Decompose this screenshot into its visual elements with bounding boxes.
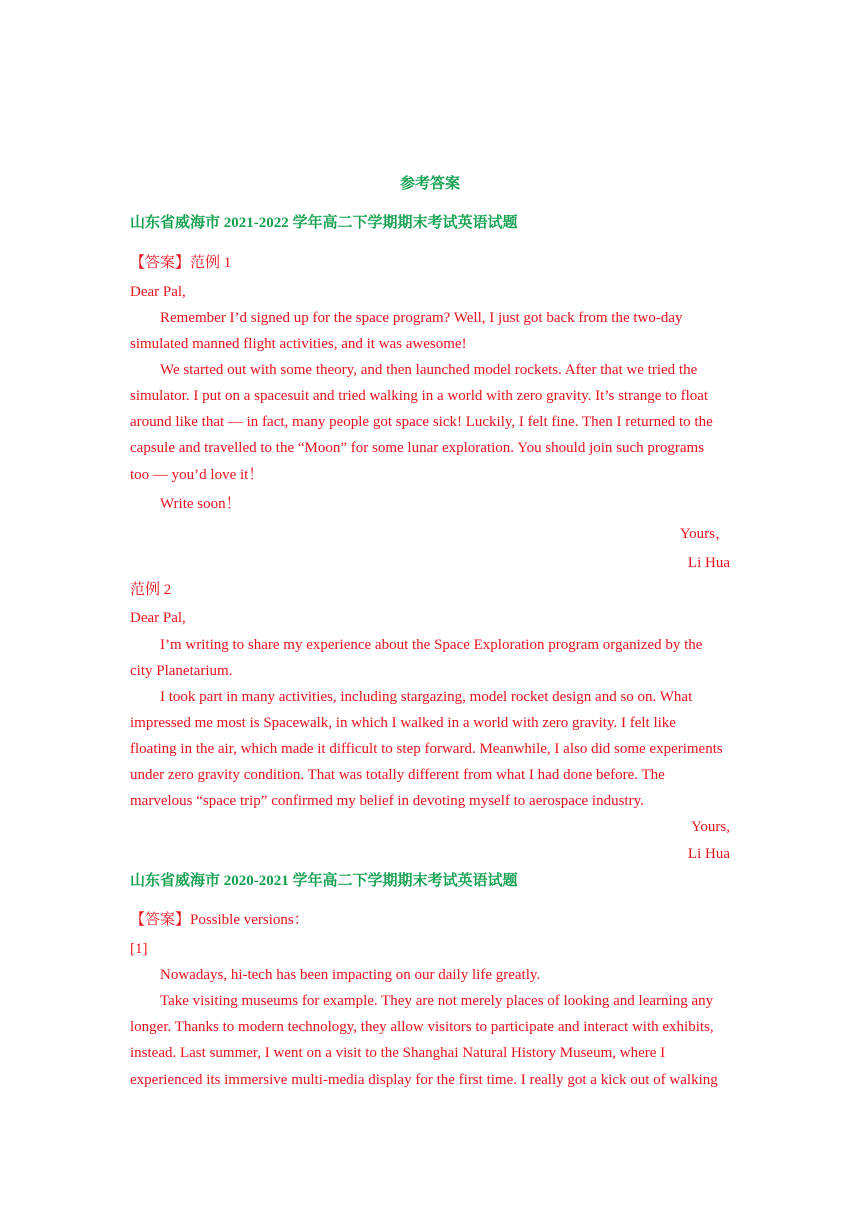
letter2-paragraph1-line2: city Planetarium.: [130, 663, 233, 679]
letter1-paragraph2-line3: around like that — in fact, many people got space sick! Luckily, I felt fine. Then I returned to the: [130, 414, 713, 430]
section-title-2020-2021: 山东省威海市 2020-2021 学年高二下学期期末考试英语试题: [130, 873, 518, 889]
letter2-closing: Yours,: [691, 819, 730, 835]
letter2-signature: Li Hua: [687, 846, 730, 862]
letter1-paragraph2-line1: We started out with some theory, and then launched model rockets. After that we tried the: [160, 362, 698, 378]
version1-paragraph1: Nowadays, hi-tech has been impacting on our daily life greatly.: [160, 967, 541, 983]
letter2-paragraph2-line5: marvelous “space trip” confirmed my belief in devoting myself to aerospace industry.: [130, 793, 644, 809]
letter2-salutation: Dear Pal,: [130, 610, 186, 626]
version1-paragraph2-line2: longer. Thanks to modern technology, they allow visitors to participate and interact with exhibits,: [130, 1019, 714, 1035]
letter2-paragraph2-line2: impressed me most is Spacewalk, in which I walked in a world with zero gravity. I felt like: [130, 715, 676, 731]
letter2-paragraph2-line3: floating in the air, which made it difficult to step forward. Meanwhile, I also did some experiments: [130, 741, 723, 757]
example-1-label: 范例 1: [190, 255, 232, 271]
letter1-paragraph2-line4: capsule and travelled to the “Moon” for some lunar exploration. You should join such programs: [130, 440, 705, 456]
letter1-paragraph1-line2: simulated manned flight activities, and it was awesome!: [130, 336, 467, 352]
letter1-paragraph2-line2: simulator. I put on a spacesuit and tried walking in a world with zero gravity. It’s strange to float: [130, 388, 709, 404]
version1-paragraph2-line4: experienced its immersive multi-media display for the first time. I really got a kick out of walking: [130, 1072, 718, 1088]
version-number: [1]: [130, 941, 148, 957]
answer-possible-versions: 【答案】Possible versions：: [130, 912, 309, 928]
version1-paragraph2-line3: instead. Last summer, I went on a visit to the Shanghai Natural History Museum, where I: [130, 1045, 666, 1061]
page-heading: 参考答案: [399, 176, 460, 192]
answer-example-1-label: [130, 253, 231, 273]
letter1-signature: Li Hua: [687, 555, 730, 571]
letter1-paragraph2-line5: too — you’d love it！: [130, 467, 264, 483]
section-title-2021-2022: 山东省威海市 2021-2022 学年高二下学期期末考试英语试题: [130, 215, 518, 231]
letter1-closing: Yours，: [679, 526, 730, 542]
letter1-salutation: Dear Pal,: [130, 284, 186, 300]
answer-tag: 【答案】: [130, 255, 191, 271]
letter1-paragraph1-line1: Remember I’d signed up for the space program? Well, I just got back from the two-day: [160, 310, 683, 326]
letter2-paragraph1-line1: I’m writing to share my experience about the Space Exploration program organized by the: [160, 637, 703, 653]
letter1-paragraph3: Write soon！: [160, 496, 241, 512]
example-2-label: 范例 2: [130, 582, 172, 598]
letter2-paragraph2-line1: I took part in many activities, including stargazing, model rocket design and so on. What: [160, 689, 693, 705]
letter2-paragraph2-line4: under zero gravity condition. That was totally different from what I had done before. The: [130, 767, 665, 783]
version1-paragraph2-line1: Take visiting museums for example. They are not merely places of looking and learning any: [160, 993, 714, 1009]
